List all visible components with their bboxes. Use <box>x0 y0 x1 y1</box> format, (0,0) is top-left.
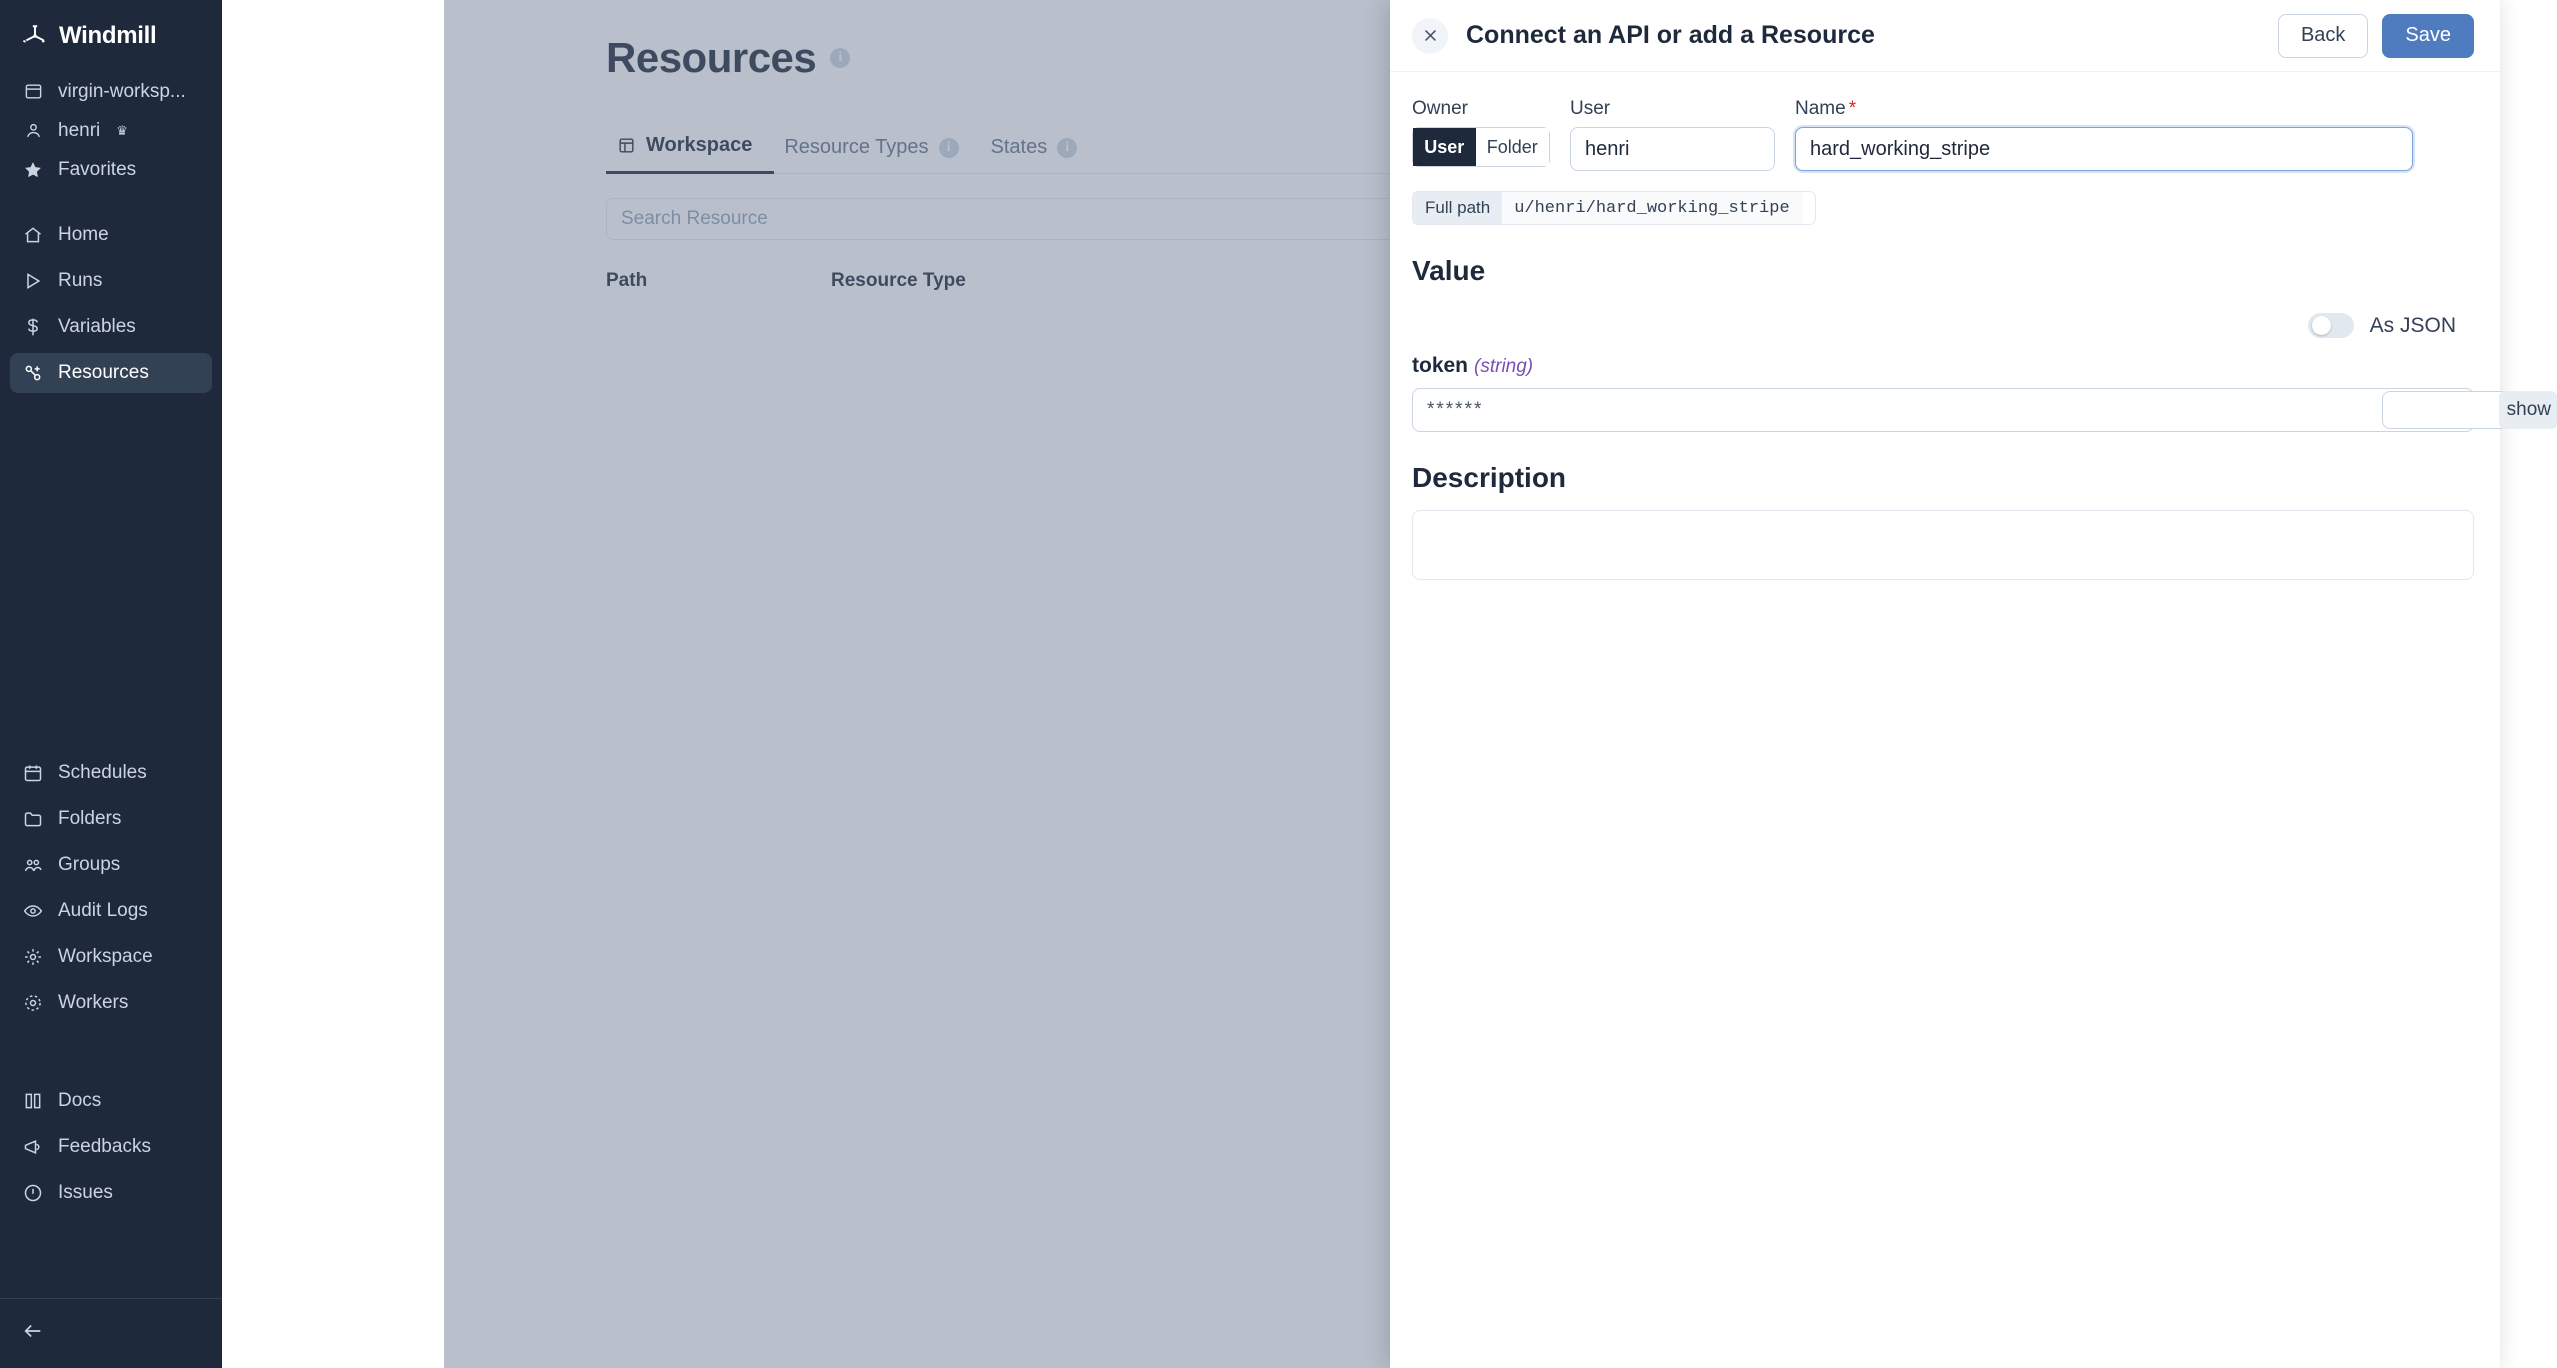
owner-option-user[interactable]: User <box>1413 128 1476 166</box>
sidebar-item-audit-logs[interactable] <box>10 891 212 931</box>
field-title <box>1412 354 2472 378</box>
full-path <box>1412 191 1816 225</box>
sidebar-item-label: Audit Logs <box>58 900 148 921</box>
info-icon[interactable]: i <box>939 138 959 158</box>
sidebar-item-label: Runs <box>58 270 103 291</box>
sidebar-favorites-label: Favorites <box>58 158 137 180</box>
full-path-value: u/henri/hard_working_stripe <box>1502 192 1801 224</box>
sidebar-item-label: Feedbacks <box>58 1136 151 1157</box>
name-field <box>1795 98 2413 171</box>
sidebar-item-issues[interactable] <box>10 1173 212 1213</box>
sidebar-item-label: Docs <box>58 1090 102 1111</box>
sidebar-item-workspace[interactable] <box>10 937 212 977</box>
as-json-toggle[interactable] <box>2308 313 2354 338</box>
description-textarea[interactable] <box>1412 510 2474 580</box>
user-input[interactable]: henri <box>1570 127 1775 171</box>
sidebar-item-label: Schedules <box>58 762 147 783</box>
dollar-icon <box>22 316 44 338</box>
sidebar-user[interactable] <box>0 111 222 150</box>
sidebar-item-variables[interactable] <box>10 307 212 347</box>
drawer-actions <box>2278 14 2474 58</box>
as-json-row <box>1412 313 2472 338</box>
user-label: User <box>1570 98 1611 119</box>
close-icon[interactable] <box>1412 18 1448 54</box>
value-section-title: Value <box>1412 255 1486 286</box>
drawer-body <box>1390 72 2551 580</box>
sidebar-item-label: Resources <box>58 362 149 383</box>
sidebar-item-runs[interactable] <box>10 261 212 301</box>
sidebar-item-label: Variables <box>58 316 136 337</box>
field-name: token <box>1412 354 1469 377</box>
sidebar-workspace-selector[interactable] <box>0 72 222 111</box>
sidebar-nav-primary <box>0 215 222 393</box>
tab-label: Workspace <box>646 134 753 156</box>
user-field <box>1570 98 1775 171</box>
sidebar-item-schedules[interactable] <box>10 753 212 793</box>
main-content <box>222 0 2551 1368</box>
sidebar-item-label: Home <box>58 224 109 245</box>
user-icon <box>22 120 44 142</box>
token-input[interactable]: ****** <box>1412 388 2474 432</box>
megaphone-icon <box>22 1136 44 1158</box>
show-secret-button[interactable] <box>2382 391 2551 429</box>
sidebar-nav-tertiary <box>0 1081 222 1213</box>
owner-row <box>1412 98 2472 171</box>
full-path-label: Full path <box>1413 192 1502 224</box>
column-header-resource-type: Resource Type <box>831 270 966 291</box>
name-input[interactable]: hard_working_stripe <box>1795 127 2413 171</box>
issues-icon <box>22 1182 44 1204</box>
drawer-title: Connect an API or add a Resource <box>1466 21 1875 49</box>
sidebar-item-label: Groups <box>58 854 121 875</box>
field-type: (string) <box>1474 356 1534 377</box>
sidebar-item-feedbacks[interactable] <box>10 1127 212 1167</box>
back-button[interactable]: Back <box>2278 14 2368 58</box>
tab-label: Resource Types <box>784 136 929 158</box>
info-icon[interactable]: i <box>830 48 850 68</box>
description-section-title: Description <box>1412 462 1567 493</box>
field-token <box>1412 354 2551 432</box>
sidebar-item-workers[interactable] <box>10 983 212 1023</box>
sidebar-user-label: henri <box>58 119 101 141</box>
owner-toggle-group <box>1412 127 1550 167</box>
sidebar-nav-secondary <box>0 753 222 1023</box>
brand[interactable] <box>0 0 222 68</box>
info-icon[interactable]: i <box>1057 138 1077 158</box>
sidebar-item-label: Issues <box>58 1182 113 1203</box>
tab-label: States <box>990 136 1048 158</box>
required-marker: * <box>1848 98 1857 119</box>
sidebar-workspace-label: virgin-worksp... <box>58 80 186 102</box>
workers-icon <box>22 992 44 1014</box>
owner-field <box>1412 98 1550 167</box>
owner-label: Owner <box>1412 98 1468 119</box>
drawer-header <box>1390 0 2500 72</box>
windmill-logo-icon <box>22 23 48 49</box>
star-icon <box>22 159 44 181</box>
search-input[interactable]: Search Resource <box>606 198 1406 240</box>
resource-drawer <box>1390 0 2551 1368</box>
sidebar-item-resources[interactable] <box>10 353 212 393</box>
sidebar-item-groups[interactable] <box>10 845 212 885</box>
sidebar-item-home[interactable] <box>10 215 212 255</box>
sidebar-item-docs[interactable] <box>10 1081 212 1121</box>
eye-icon <box>22 900 44 922</box>
name-label-text: Name <box>1795 98 1846 119</box>
column-header-path: Path <box>606 270 648 291</box>
play-icon <box>22 270 44 292</box>
save-button[interactable]: Save <box>2382 14 2474 58</box>
sidebar-collapse-button[interactable] <box>0 1298 222 1368</box>
toggle-knob <box>2312 316 2331 335</box>
brand-name: Windmill <box>59 22 157 49</box>
groups-icon <box>22 854 44 876</box>
page-title: Resources <box>606 34 817 81</box>
sidebar-favorites[interactable] <box>0 150 222 189</box>
sidebar-item-label: Workspace <box>58 946 153 967</box>
gear-icon <box>22 946 44 968</box>
calendar-icon <box>22 762 44 784</box>
as-json-label: As JSON <box>2369 313 2456 337</box>
home-icon <box>22 224 44 246</box>
show-secret-label: show <box>2499 391 2557 429</box>
sidebar-item-label: Folders <box>58 808 122 829</box>
owner-option-folder[interactable]: Folder <box>1476 128 1550 166</box>
secret-row <box>1412 388 2551 432</box>
crown-icon: ♛ <box>116 122 128 138</box>
sidebar-item-folders[interactable] <box>10 799 212 839</box>
arrow-left-icon <box>22 1320 44 1347</box>
workspace-icon <box>22 81 44 103</box>
book-icon <box>22 1090 44 1112</box>
resources-icon <box>22 362 44 384</box>
sidebar-item-label: Workers <box>58 992 129 1013</box>
name-label <box>1795 98 2413 120</box>
sidebar <box>0 0 222 1368</box>
folder-icon <box>22 808 44 830</box>
